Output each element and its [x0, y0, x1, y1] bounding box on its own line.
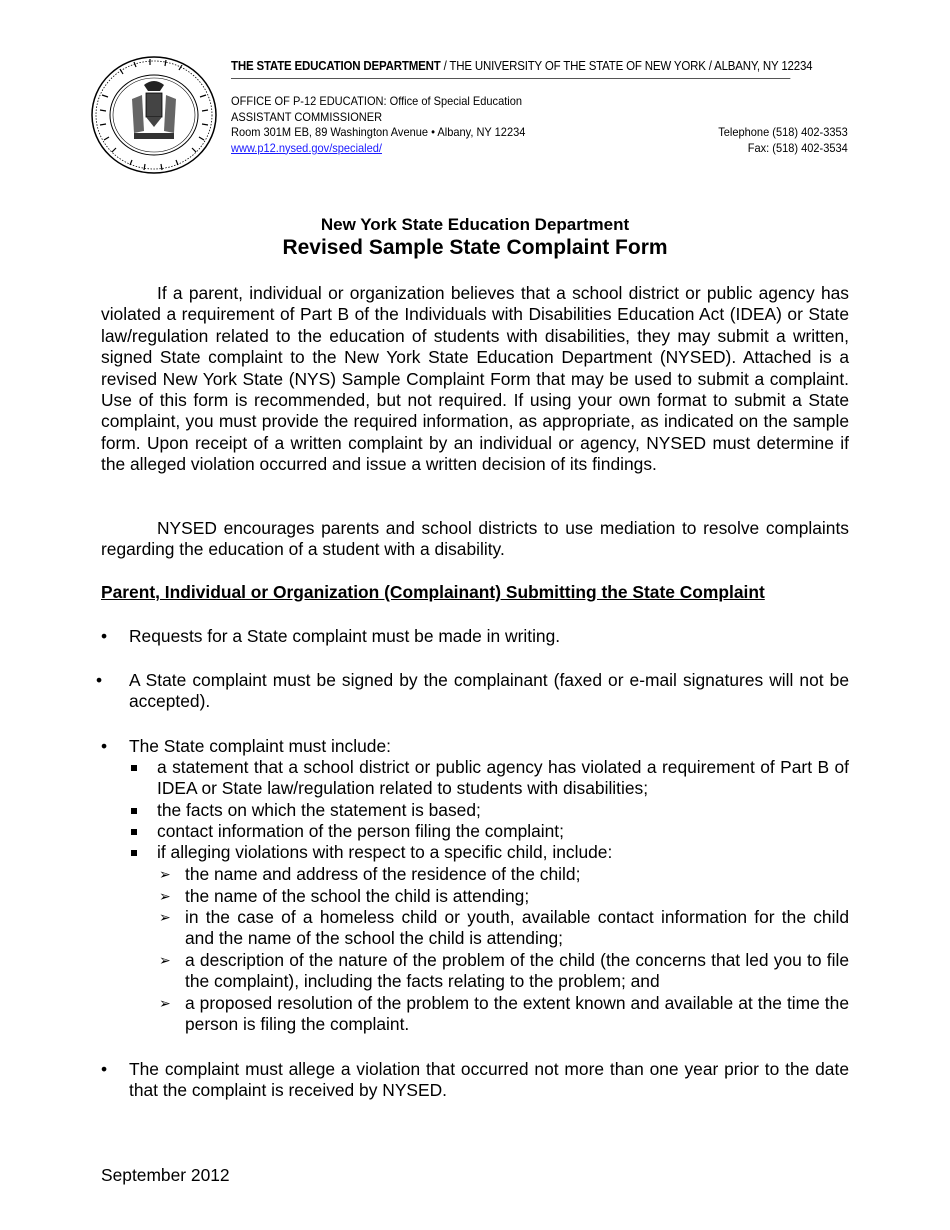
list-item: the facts on which the statement is based;: [157, 800, 481, 820]
mediation-paragraph: NYSED encourages parents and school districts to use mediation to resolve complaints regarding the education of a student with a disability.: [101, 518, 849, 560]
arrow-bullet-icon: ➢: [159, 909, 171, 925]
arrow-bullet-icon: ➢: [159, 952, 171, 968]
office-address: Room 301M EB, 89 Washington Avenue • Albany, NY 12234: [231, 125, 526, 139]
intro-paragraph: If a parent, individual or organization believes that a school district or public agency has violated a requirement of Part B of the Individuals with Disabilities Education Act (IDEA) or State law/regulation related to the education of students with disabilities, they may submit a written, signed State complaint to the New York State Education Department (NYSED). Attached is a revised New York State (NYS) Sample Complaint Form that may be used to submit a complaint. Use of this form is recommended, but not required. If using your own format to submit a State complaint, you must provide the required information, as appropriate, as indicated on the sample form. Upon receipt of a written complaint by an individual or agency, NYSED must determine if the alleged violation occurred and issue a written decision of its findings.: [101, 283, 849, 475]
office-name: OFFICE OF P-12 EDUCATION:: [231, 94, 387, 108]
bullet-dot: •: [96, 670, 103, 690]
document-heading-department: New York State Education Department: [320, 215, 630, 234]
nys-university-seal-icon: [90, 55, 218, 175]
website-link[interactable]: www.p12.nysed.gov/specialed/: [231, 140, 382, 155]
department-rest: / THE UNIVERSITY OF THE STATE OF NEW YORK / ALBANY, NY 12234: [440, 59, 813, 73]
list-item: Requests for a State complaint must be made in writing.: [129, 626, 561, 646]
bullet-dot: •: [101, 1059, 108, 1079]
square-bullet-icon: [131, 808, 137, 814]
arrow-bullet-icon: ➢: [159, 888, 171, 904]
list-item: the name and address of the residence of the child;: [185, 864, 581, 884]
department-line: [231, 59, 813, 79]
list-item: the name of the school the child is attending;: [185, 886, 530, 906]
arrow-bullet-icon: ➢: [159, 995, 171, 1011]
list-item: if alleging violations with respect to a specific child, include:: [157, 842, 613, 862]
list-item: A State complaint must be signed by the complainant (faxed or e-mail signatures will not be accepted).: [129, 670, 849, 712]
footer-date: September 2012: [101, 1165, 230, 1185]
list-item: a proposed resolution of the problem to the extent known and available at the time the person is filing the complaint.: [185, 993, 849, 1035]
list-item: a statement that a school district or public agency has violated a requirement of Part B of IDEA or State law/regulation related to students with disabilities;: [157, 757, 849, 799]
list-item: in the case of a homeless child or youth, available contact information for the child and the name of the school the child is attending;: [185, 907, 849, 949]
contact-block: [718, 125, 848, 156]
section-title: Parent, Individual or Organization (Complainant) Submitting the State Complaint: [101, 582, 765, 602]
list-item: The complaint must allege a violation that occurred not more than one year prior to the date that the complaint is received by NYSED.: [129, 1059, 849, 1101]
document-title: Revised Sample State Complaint Form: [282, 236, 668, 259]
telephone: Telephone (518) 402-3353: [718, 125, 848, 139]
office-division: Office of Special Education: [386, 94, 523, 108]
department-name: THE STATE EDUCATION DEPARTMENT: [231, 59, 441, 73]
office-title: ASSISTANT COMMISSIONER: [231, 109, 383, 124]
square-bullet-icon: [131, 765, 137, 771]
list-item: The State complaint must include:: [129, 736, 391, 756]
office-line: [231, 94, 562, 110]
fax: Fax: (518) 402-3534: [747, 140, 848, 155]
square-bullet-icon: [131, 850, 137, 856]
office-block: [231, 94, 562, 156]
arrow-bullet-icon: ➢: [159, 866, 171, 882]
bullet-dot: •: [101, 626, 108, 646]
square-bullet-icon: [131, 829, 137, 835]
bullet-dot: •: [101, 736, 108, 756]
list-item: a description of the nature of the problem of the child (the concerns that led you to file the complaint), including the facts relating to the problem; and: [185, 950, 849, 992]
list-item: contact information of the person filing the complaint;: [157, 821, 564, 841]
